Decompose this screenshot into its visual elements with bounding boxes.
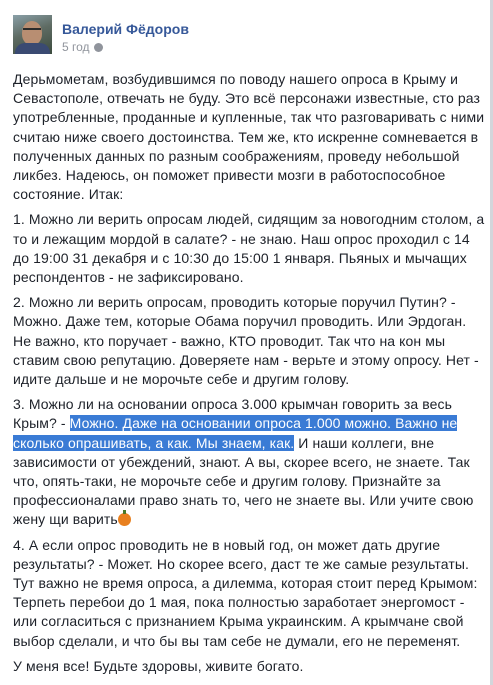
post-paragraph-2: 2. Можно ли верить опросам, проводить которые поручил Путин? - Можно. Даже тем, которые Обама поручил проводить. Или Эрдоган. Не важно, кто поручает - важно, КТО проводит. Так что на кон мы ставим свою репутацию. Доверяете нам - верьте и этому опросу. Нет - идите дальше и не морочьте себе и другим голову.: [13, 294, 479, 388]
post-paragraph-intro: Дерьмометам, возбудившимся по поводу нашего опроса в Крыму и Севастополе, отвечать не буду. Это всё персонажи известные, сто раз употребленные, проданные и купленные, так что разговаривать с ними считаю ниже своего достоинства. Тем же, кто искренне сомневается в полученных данных по разным соображениям, проведу небольшой ликбез. Надеюсь, он поможет привести мозги в работоспособное состояние. Итак:: [13, 71, 485, 203]
post-paragraph-outro: У меня все! Будьте здоровы, живите богато.: [13, 657, 304, 674]
post-meta: [62, 40, 103, 54]
post-paragraph-3: [13, 395, 485, 529]
jack-o-lantern-icon: [118, 513, 131, 526]
selected-text[interactable]: Можно. Даже на основании опроса 1.000 можно. Важно не сколько опрашивать, а как. Мы знаем, как.: [13, 415, 458, 451]
paragraph-3-start: 3. Можно ли на основании опроса 3.000 крымчан говорить за весь Крым? -: [13, 396, 453, 432]
avatar-glasses: [23, 28, 41, 34]
post-timestamp[interactable]: 5 год: [62, 40, 90, 54]
avatar-shirt: [15, 43, 50, 54]
post-body: [13, 70, 485, 682]
post-paragraph-1: 1. Можно ли верить опросам людей, сидящим за новогодним столом, а то и лежащим мордой в салате? - не знаю. Наш опрос проходил с 14 до 19:00 31 декабря и с 10:30 до 15:00 1 января. Пьяных и мычащих респондентов - не зафиксировано.: [13, 211, 485, 286]
globe-icon[interactable]: [94, 43, 103, 52]
user-avatar[interactable]: [13, 15, 52, 54]
paragraph-3-end: И наши коллеги, вне зависимости от убеждений, знают. А вы, скорее всего, не знаете. Так что, опять-таки, не морочьте себе и другим голову. Признайте за профессионалами право знать то, чего не знаете вы. Или учите свою жену щи варить: [13, 434, 474, 528]
post-paragraph-4: 4. А если опрос проводить не в новый год, он может дать другие результаты? - Может. Но скорее всего, даст те же самые результаты. Тут важно не время опроса, а дилемма, которая стоит перед Крымом: Терпеть перебои до 1 мая, пока полностью заработает энергомост - или согласиться с признанием Крыма украинским. А крымчане свой выбор сделали, и что бы вы там себе не думали, его не переменят.: [13, 536, 478, 649]
author-name[interactable]: Валерий Фёдоров: [62, 21, 189, 37]
